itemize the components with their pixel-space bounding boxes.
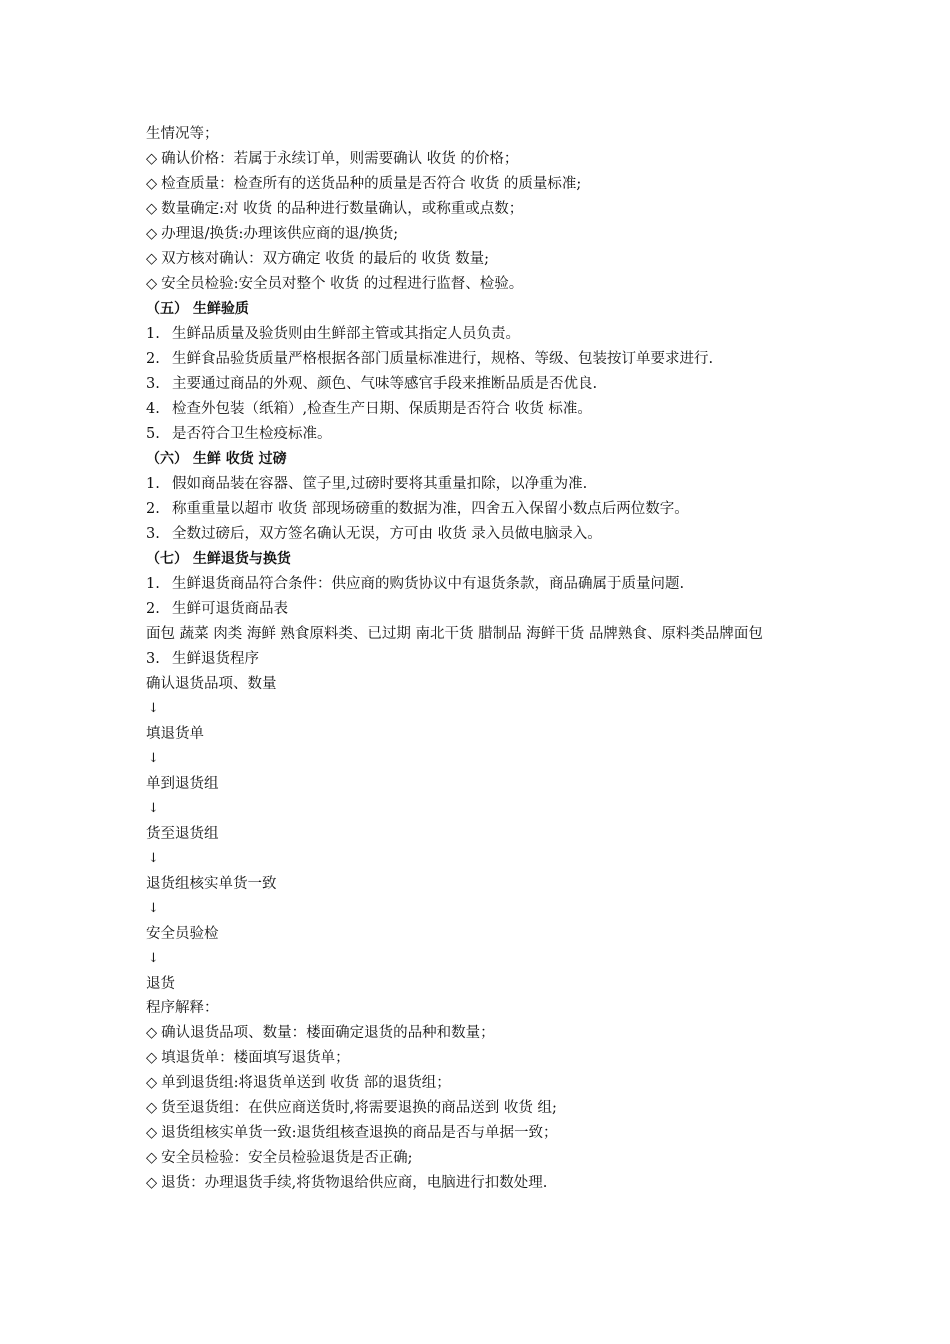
diamond-bullet-icon: ◇ [146, 1075, 158, 1091]
arrow-down-icon: ↓ [148, 901, 159, 916]
numbered-item: 2. 生鲜可退货商品表 [146, 601, 288, 617]
diamond-bullet-icon: ◇ [146, 151, 158, 167]
arrow-down-icon: ↓ [148, 701, 159, 716]
section-heading: （五） 生鲜验质 [146, 301, 249, 317]
numbered-item: 3. 全数过磅后，双方签名确认无误，方可由 收货 录入员做电脑录入。 [146, 526, 602, 542]
diamond-bullet-icon: ◇ [146, 1150, 158, 1166]
explain-bullet: ◇ 填退货单：楼面填写退货单； [146, 1050, 350, 1066]
section-heading: （七） 生鲜退货与换货 [146, 551, 291, 567]
diamond-bullet-icon: ◇ [146, 176, 158, 192]
diamond-bullet-icon: ◇ [146, 1175, 158, 1191]
numbered-item: 2. 生鲜食品验货质量严格根据各部门质量标准进行，规格、等级、包装按订单要求进行. [146, 351, 714, 367]
flow-step: 货至退货组 [146, 826, 219, 842]
explain-bullet: ◇ 退货：办理退货手续,将货物退给供应商，电脑进行扣数处理. [146, 1175, 548, 1191]
intro-bullet: ◇ 安全员检验:安全员对整个 收货 的过程进行监督、检验。 [146, 276, 524, 292]
arrow-down-icon: ↓ [148, 751, 159, 766]
explain-bullet: ◇ 单到退货组:将退货单送到 收货 部的退货组； [146, 1075, 451, 1091]
explain-bullet: ◇ 退货组核实单货一致:退货组核查退换的商品是否与单据一致； [146, 1125, 558, 1141]
numbered-item: 3. 主要通过商品的外观、颜色、气味等感官手段来推断品质是否优良. [146, 376, 598, 392]
diamond-bullet-icon: ◇ [146, 1100, 158, 1116]
intro-continuation: 生情况等； [146, 126, 219, 142]
intro-bullet: ◇ 双方核对确认：双方确定 收货 的最后的 收货 数量; [146, 251, 489, 267]
diamond-bullet-icon: ◇ [146, 276, 158, 292]
flow-step: 安全员验检 [146, 926, 219, 942]
diamond-bullet-icon: ◇ [146, 201, 158, 217]
diamond-bullet-icon: ◇ [146, 1050, 158, 1066]
arrow-down-icon: ↓ [148, 951, 159, 966]
intro-bullet: ◇ 办理退/换货:办理该供应商的退/换货; [146, 226, 399, 242]
numbered-item: 4. 检查外包装（纸箱）,检查生产日期、保质期是否符合 收货 标准。 [146, 401, 592, 417]
intro-bullet: ◇ 检查质量：检查所有的送货品种的质量是否符合 收货 的质量标准; [146, 176, 582, 192]
numbered-item: 1. 生鲜退货商品符合条件：供应商的购货协议中有退货条款，商品确属于质量问题. [146, 576, 685, 592]
explain-bullet: ◇ 安全员检验：安全员检验退货是否正确; [146, 1150, 413, 1166]
goods-list: 面包 蔬菜 肉类 海鲜 熟食原料类、已过期 南北干货 腊制品 海鲜干货 品牌熟食、原料类品牌面包 [146, 626, 763, 642]
section-heading: （六） 生鲜 收货 过磅 [146, 451, 287, 467]
document-body [146, 122, 826, 1196]
numbered-item: 2. 称重重量以超市 收货 部现场磅重的数据为准，四舍五入保留小数点后两位数字。 [146, 501, 689, 517]
flow-step: 填退货单 [146, 726, 204, 742]
intro-bullet: ◇ 确认价格：若属于永续订单，则需要确认 收货 的价格； [146, 151, 519, 167]
explain-bullet: ◇ 货至退货组：在供应商送货时,将需要退换的商品送到 收货 组; [146, 1100, 557, 1116]
flow-step: 退货 [146, 976, 175, 992]
diamond-bullet-icon: ◇ [146, 251, 158, 267]
diamond-bullet-icon: ◇ [146, 1125, 158, 1141]
diamond-bullet-icon: ◇ [146, 1025, 158, 1041]
flow-step: 单到退货组 [146, 776, 219, 792]
intro-bullet: ◇ 数量确定:对 收货 的品种进行数量确认，或称重或点数； [146, 201, 524, 217]
diamond-bullet-icon: ◇ [146, 226, 158, 242]
explain-title: 程序解释： [146, 1000, 219, 1016]
numbered-item: 1. 假如商品装在容器、筐子里,过磅时要将其重量扣除，以净重为准. [146, 476, 588, 492]
arrow-down-icon: ↓ [148, 801, 159, 816]
flow-step: 退货组核实单货一致 [146, 876, 277, 892]
numbered-item: 5. 是否符合卫生检疫标准。 [146, 426, 332, 442]
flow-step: 确认退货品项、数量 [146, 676, 277, 692]
numbered-item: 1. 生鲜品质量及验货则由生鲜部主管或其指定人员负责。 [146, 326, 520, 342]
arrow-down-icon: ↓ [148, 851, 159, 866]
explain-bullet: ◇ 确认退货品项、数量：楼面确定退货的品种和数量； [146, 1025, 495, 1041]
numbered-item: 3. 生鲜退货程序 [146, 651, 259, 667]
